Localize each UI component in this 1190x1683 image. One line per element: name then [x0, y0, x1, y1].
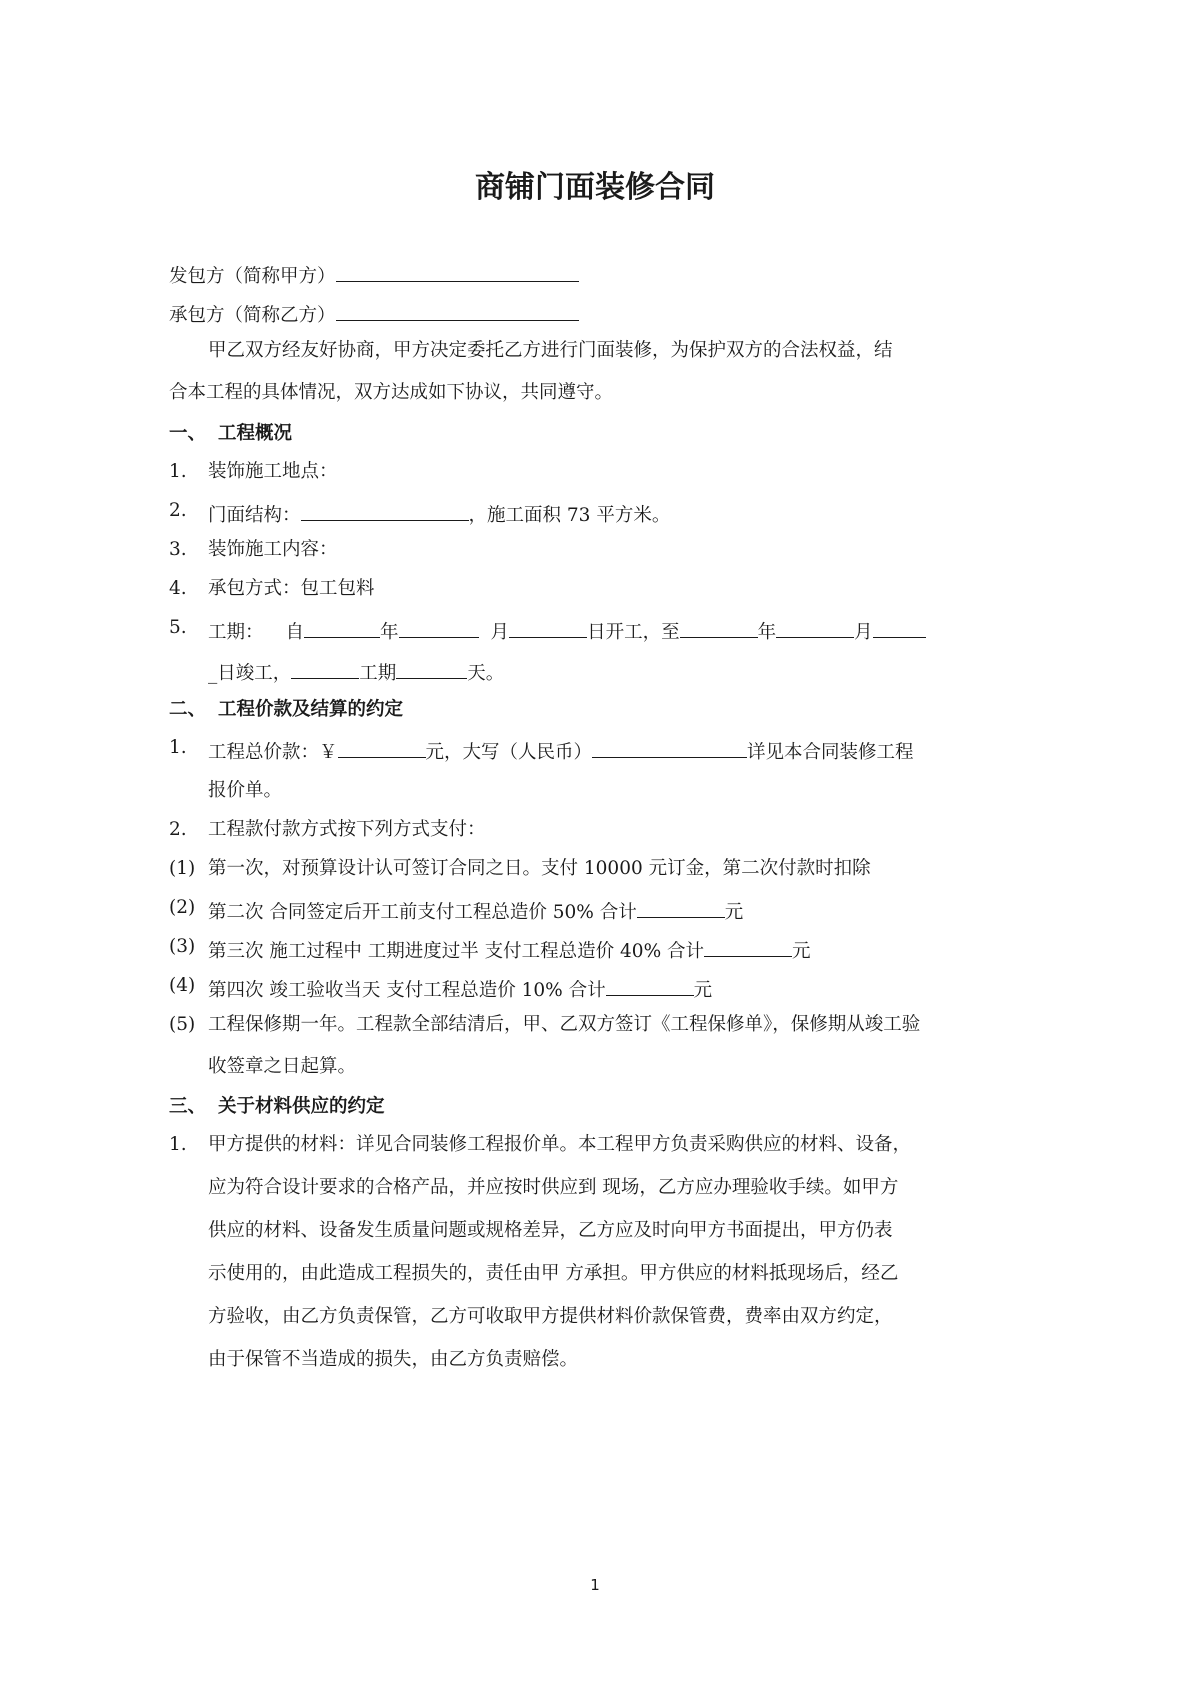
- section-1-number: 一、: [169, 423, 207, 444]
- document-title: 商铺门面装修合同: [475, 170, 715, 205]
- payment-3-amount-field[interactable]: [704, 938, 792, 957]
- period-start-text: 日开工，至: [587, 622, 680, 643]
- s1-item-5-number: 5.: [169, 617, 187, 638]
- page-number: 1: [590, 1576, 600, 1594]
- s3-item-1-line-5: 方验收，由乙方负责保管，乙方可收取甲方提供材料价款保管费，费率由双方约定，: [208, 1306, 893, 1327]
- total-price-label: 工程总价款：￥: [208, 742, 338, 763]
- section-1-heading: 工程概况: [218, 423, 293, 444]
- s2-item-1-number: 1.: [169, 737, 187, 758]
- structure-field[interactable]: [301, 502, 469, 521]
- s1-item-2-number: 2.: [169, 500, 187, 521]
- payment-5-number: (5): [169, 1014, 196, 1035]
- payment-4-text: 第四次 竣工验收当天 支付工程总造价 10% 合计: [208, 980, 606, 1001]
- s1-item-2-post: ，施工面积 73 平方米。: [468, 505, 671, 526]
- end-day-field[interactable]: [873, 619, 926, 638]
- period-month-1: 月: [490, 622, 510, 643]
- payment-2-unit: 元: [724, 902, 744, 923]
- s1-item-3-number: 3.: [169, 539, 187, 560]
- payment-5-cont: 收签章之日起算。: [208, 1056, 357, 1077]
- period-label: 工期：: [208, 622, 264, 643]
- party-b-line: [169, 302, 579, 326]
- period-line-1: [208, 619, 926, 643]
- party-a-label: 发包方（简称甲方）: [169, 266, 336, 287]
- s3-item-1-line-6: 由于保管不当造成的损失，由乙方负责赔偿。: [208, 1349, 579, 1370]
- period-year-1: 年: [380, 622, 399, 643]
- section-3-heading: 关于材料供应的约定: [218, 1096, 385, 1117]
- section-2-number: 二、: [169, 699, 207, 720]
- section-3-number: 三、: [169, 1096, 207, 1117]
- payment-4-number: (4): [169, 975, 196, 996]
- period-days-unit: 天。: [467, 663, 505, 684]
- period-year-2: 年: [757, 622, 777, 643]
- s1-item-3-text: 装饰施工内容：: [208, 539, 338, 560]
- payment-5-text: 工程保修期一年。工程款全部结清后，甲、乙双方签订《工程保修单》，保修期从竣工验: [208, 1014, 921, 1035]
- s1-item-4-number: 4.: [169, 578, 187, 599]
- party-a-line: [169, 263, 579, 287]
- payment-2-number: (2): [169, 897, 196, 918]
- end-month-field[interactable]: [776, 619, 854, 638]
- s2-item-1-line: [208, 739, 914, 763]
- start-year-field[interactable]: [304, 619, 380, 638]
- total-price-field[interactable]: [338, 739, 426, 758]
- s3-item-1-line-2: 应为符合设计要求的合格产品，并应按时供应到 现场，乙方应办理验收手续。如甲方: [208, 1177, 899, 1198]
- total-price-words-label: 元，大写（人民币）: [425, 742, 593, 763]
- start-day-field[interactable]: [509, 619, 587, 638]
- s2-item-2-number: 2.: [169, 819, 187, 840]
- payment-1-number: (1): [169, 858, 196, 879]
- s1-item-1-text: 装饰施工地点：: [208, 461, 338, 482]
- payment-4-line: [208, 977, 712, 1001]
- payment-4-amount-field[interactable]: [606, 977, 694, 996]
- period-from: 自: [285, 622, 305, 643]
- payment-3-number: (3): [169, 936, 196, 957]
- intro-line-2: 合本工程的具体情况，双方达成如下协议，共同遵守。: [169, 382, 614, 403]
- s1-item-1-number: 1.: [169, 461, 187, 482]
- s3-item-1-line-3: 供应的材料、设备发生质量问题或规格差异，乙方应及时向甲方书面提出，甲方仍表: [208, 1220, 893, 1241]
- party-b-field[interactable]: [336, 302, 579, 321]
- payment-2-text: 第二次 合同签定后开工前支付工程总造价 50% 合计: [208, 902, 637, 923]
- s1-item-2-line: [208, 502, 670, 526]
- s2-item-2-text: 工程款付款方式按下列方式支付：: [208, 819, 486, 840]
- s3-item-1-line-4: 示使用的，由此造成工程损失的，责任由甲 方承担。甲方供应的材料抵现场后，经乙: [208, 1263, 899, 1284]
- total-price-words-field[interactable]: [592, 739, 747, 758]
- payment-2-amount-field[interactable]: [637, 899, 725, 918]
- s3-item-1-number: 1.: [169, 1134, 187, 1155]
- payment-3-unit: 元: [792, 941, 811, 962]
- section-2-heading: 工程价款及结算的约定: [218, 699, 404, 720]
- s1-item-2-pre: 门面结构：: [208, 505, 301, 526]
- duration-days-field[interactable]: [396, 660, 467, 679]
- period-line-2: [208, 660, 504, 684]
- period-end-text: _日竣工，: [208, 663, 292, 684]
- payment-3-text: 第三次 施工过程中 工期进度过半 支付工程总造价 40% 合计: [208, 941, 705, 962]
- s2-item-1-cont: 报价单。: [208, 780, 283, 801]
- payment-3-line: [208, 938, 811, 962]
- total-price-ref: 详见本合同装修工程: [747, 742, 914, 763]
- party-a-field[interactable]: [336, 263, 579, 282]
- intro-line-1: 甲乙双方经友好协商，甲方决定委托乙方进行门面装修，为保护双方的合法权益，结: [208, 340, 893, 361]
- period-extra-field[interactable]: [291, 660, 359, 679]
- payment-2-line: [208, 899, 743, 923]
- s1-item-4-text: 承包方式：包工包料: [208, 578, 375, 599]
- s3-item-1-line-1: 甲方提供的材料：详见合同装修工程报价单。本工程甲方负责采购供应的材料、设备，: [208, 1134, 912, 1155]
- period-month-2: 月: [854, 622, 873, 643]
- end-year-field[interactable]: [680, 619, 758, 638]
- start-month-field[interactable]: [399, 619, 479, 638]
- payment-1-text: 第一次，对预算设计认可签订合同之日。支付 10000 元订金，第二次付款时扣除: [208, 858, 871, 879]
- period-duration-label: 工期: [359, 663, 397, 684]
- payment-4-unit: 元: [693, 980, 713, 1001]
- party-b-label: 承包方（简称乙方）: [169, 305, 336, 326]
